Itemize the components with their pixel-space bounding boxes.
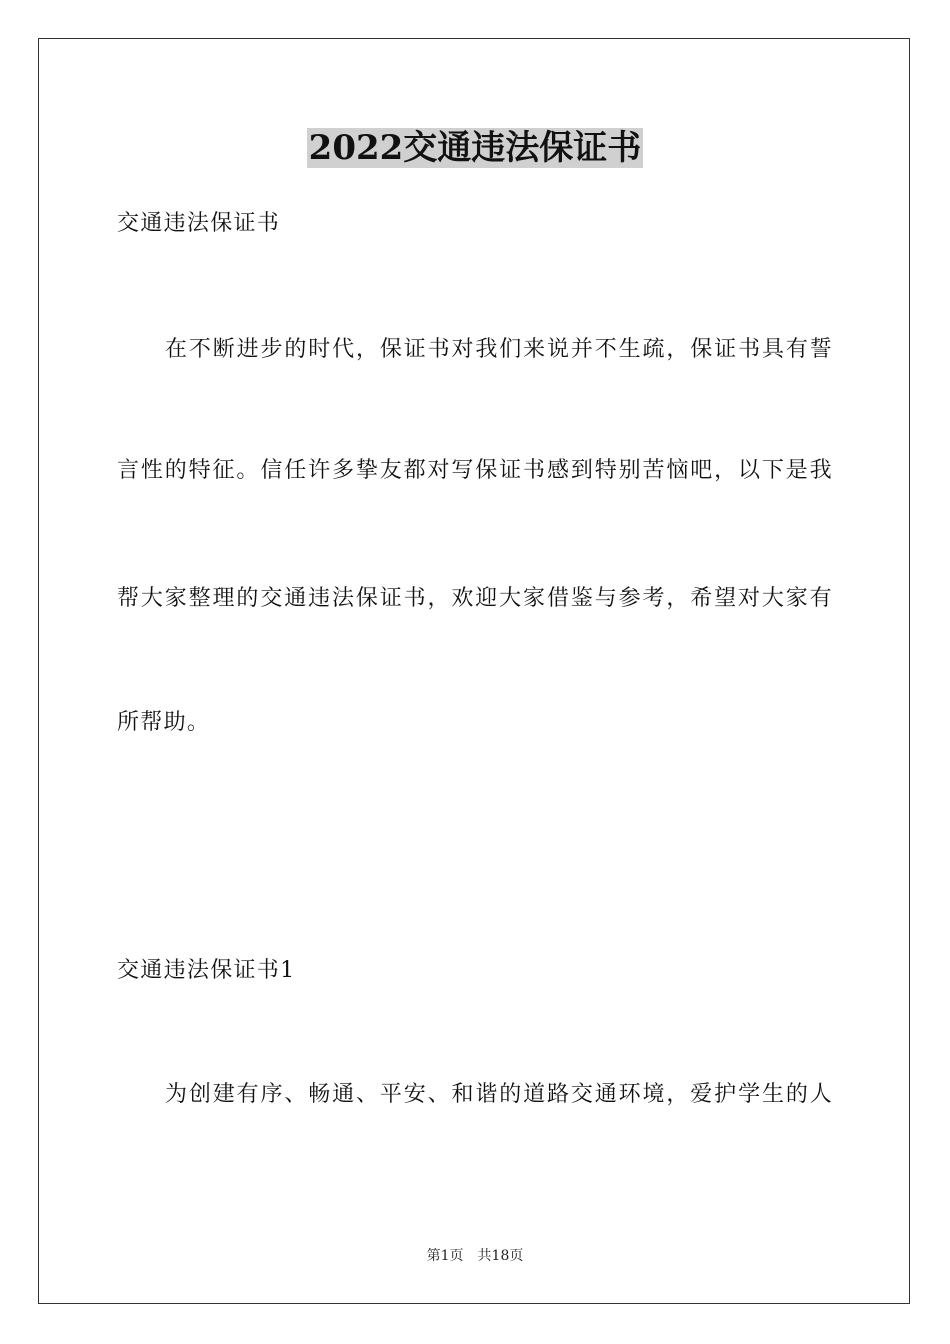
intro-line-2: 言性的特征。信任许多挚友都对写保证书感到特别苦恼吧，以下是我 (117, 458, 833, 483)
document-heading: 交通违法保证书 (117, 211, 281, 236)
intro-line-4: 所帮助。 (117, 710, 211, 735)
section-line-1: 为创建有序、畅通、平安、和谐的道路交通环境，爱护学生的人 (165, 1082, 833, 1107)
section-heading: 交通违法保证书1 (117, 958, 296, 983)
document-title (0, 126, 950, 170)
document-title-text: 2022交通违法保证书 (308, 128, 642, 168)
page-number-footer: 第1页 共18页 (426, 1248, 524, 1264)
intro-line-3: 帮大家整理的交通违法保证书，欢迎大家借鉴与参考，希望对大家有 (117, 586, 833, 611)
intro-line-1: 在不断进步的时代，保证书对我们来说并不生疏，保证书具有誓 (165, 337, 833, 362)
